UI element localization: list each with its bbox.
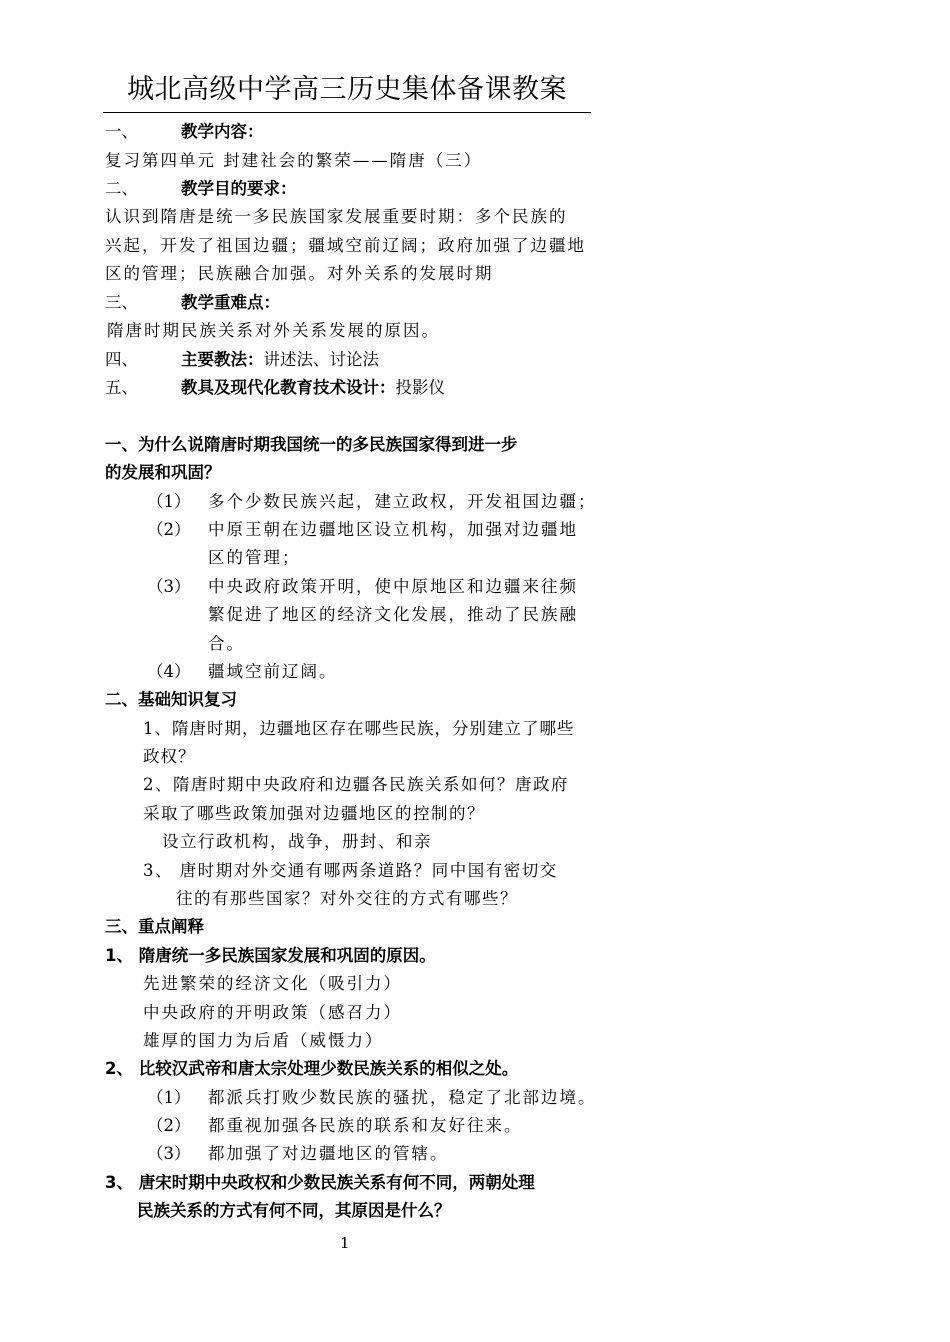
reason-line: 中央政府的开明政策（感召力）: [143, 1003, 402, 1022]
question-3: 民族关系的方式有何不同，其原因是什么？: [137, 1201, 451, 1220]
question-3: 3、 唐宋时期中央政权和少数民族关系有何不同，两朝处理: [105, 1173, 535, 1192]
question-1: 1、 隋唐统一多民族国家发展和巩固的原因。: [105, 946, 436, 965]
reason-line: 雄厚的国力为后盾（威慑力）: [143, 1031, 384, 1050]
section1-heading: 一、为什么说隋唐时期我国统一的多民族国家得到进一步: [105, 435, 518, 454]
list-item-text: 多个少数民族兴起，建立政权，开发祖国边疆；: [208, 492, 597, 511]
list-item-text: 繁促进了地区的经济文化发展，推动了民族融: [208, 605, 578, 624]
review-line: 往的有那些国家？对外交往的方式有哪些？: [176, 889, 518, 908]
list-item-num: （2）: [147, 1116, 191, 1135]
list-item-text: 合。: [208, 634, 245, 653]
page-number: 1: [340, 1234, 350, 1252]
objective-line: 兴起，开发了祖国边疆；疆域空前辽阔；政府加强了边疆地: [105, 236, 586, 255]
reason-line: 先进繁荣的经济文化（吸引力）: [143, 974, 402, 993]
header-num: 一、: [105, 122, 138, 141]
list-item-num: （3）: [147, 577, 191, 596]
list-item-text: 都重视加强各民族的联系和友好往来。: [208, 1116, 523, 1135]
list-item-text: 区的管理；: [208, 548, 301, 567]
header-item-5: [105, 377, 445, 399]
review-line: 采取了哪些政策加强对边疆地区的控制的？: [143, 804, 485, 823]
review-line: 3、 唐时期对外交通有哪两条道路？同中国有密切交: [143, 861, 558, 880]
list-item-num: （3）: [147, 1144, 191, 1163]
difficulty-text: 隋唐时期民族关系对外关系发展的原因。: [107, 321, 440, 340]
review-line: 2、隋唐时期中央政府和边疆各民族关系如何？唐政府: [143, 775, 569, 794]
header-label: 教学内容：: [181, 122, 264, 141]
header-value: 投影仪: [395, 378, 445, 397]
content-text: 复习第四单元 封建社会的繁荣——隋唐（三）: [105, 151, 483, 170]
list-item-num: （1）: [147, 1088, 191, 1107]
list-item-text: 都派兵打败少数民族的骚扰，稳定了北部边境。: [208, 1088, 597, 1107]
question-2: 2、 比较汉武帝和唐太宗处理少数民族关系的相似之处。: [105, 1059, 519, 1078]
header-value: 讲述法、讨论法: [263, 350, 379, 369]
page-title: 城北高级中学高三历史集体备课教案: [103, 70, 591, 113]
list-item-text: 中央政府政策开明，使中原地区和边疆来往频: [208, 577, 578, 596]
list-item-num: （4）: [147, 662, 191, 681]
list-item-num: （1）: [147, 492, 191, 511]
list-item-text: 疆域空前辽阔。: [208, 662, 338, 681]
objective-line: 认识到隋唐是统一多民族国家发展重要时期：多个民族的: [105, 207, 568, 226]
header-num: 四、: [105, 350, 138, 369]
list-item-num: （2）: [147, 520, 191, 539]
header-num: 二、: [105, 179, 138, 198]
objective-line: 区的管理；民族融合加强。对外关系的发展时期: [105, 264, 494, 283]
header-label: 教学目的要求：: [181, 179, 297, 198]
review-line: 设立行政机构，战争，册封、和亲: [162, 832, 432, 851]
section2-heading: 二、基础知识复习: [105, 690, 237, 709]
list-item-text: 中原王朝在边疆地区设立机构，加强对边疆地: [208, 520, 578, 539]
header-item-4: [105, 349, 379, 371]
review-line: 政权？: [143, 747, 196, 766]
header-label: 教学重难点：: [181, 293, 280, 312]
header-num: 三、: [105, 293, 138, 312]
header-item-2: [105, 178, 297, 200]
header-label: 主要教法：: [181, 350, 264, 369]
list-item-text: 都加强了对边疆地区的管辖。: [208, 1144, 449, 1163]
header-item-3: [105, 292, 280, 314]
section3-heading: 三、重点阐释: [105, 917, 204, 936]
header-num: 五、: [105, 378, 138, 397]
review-line: 1、隋唐时期，边疆地区存在哪些民族，分别建立了哪些: [143, 719, 575, 738]
header-item-1: [105, 121, 264, 143]
section1-heading: 的发展和巩固？: [105, 463, 221, 482]
header-label: 教具及现代化教育技术设计：: [181, 378, 396, 397]
